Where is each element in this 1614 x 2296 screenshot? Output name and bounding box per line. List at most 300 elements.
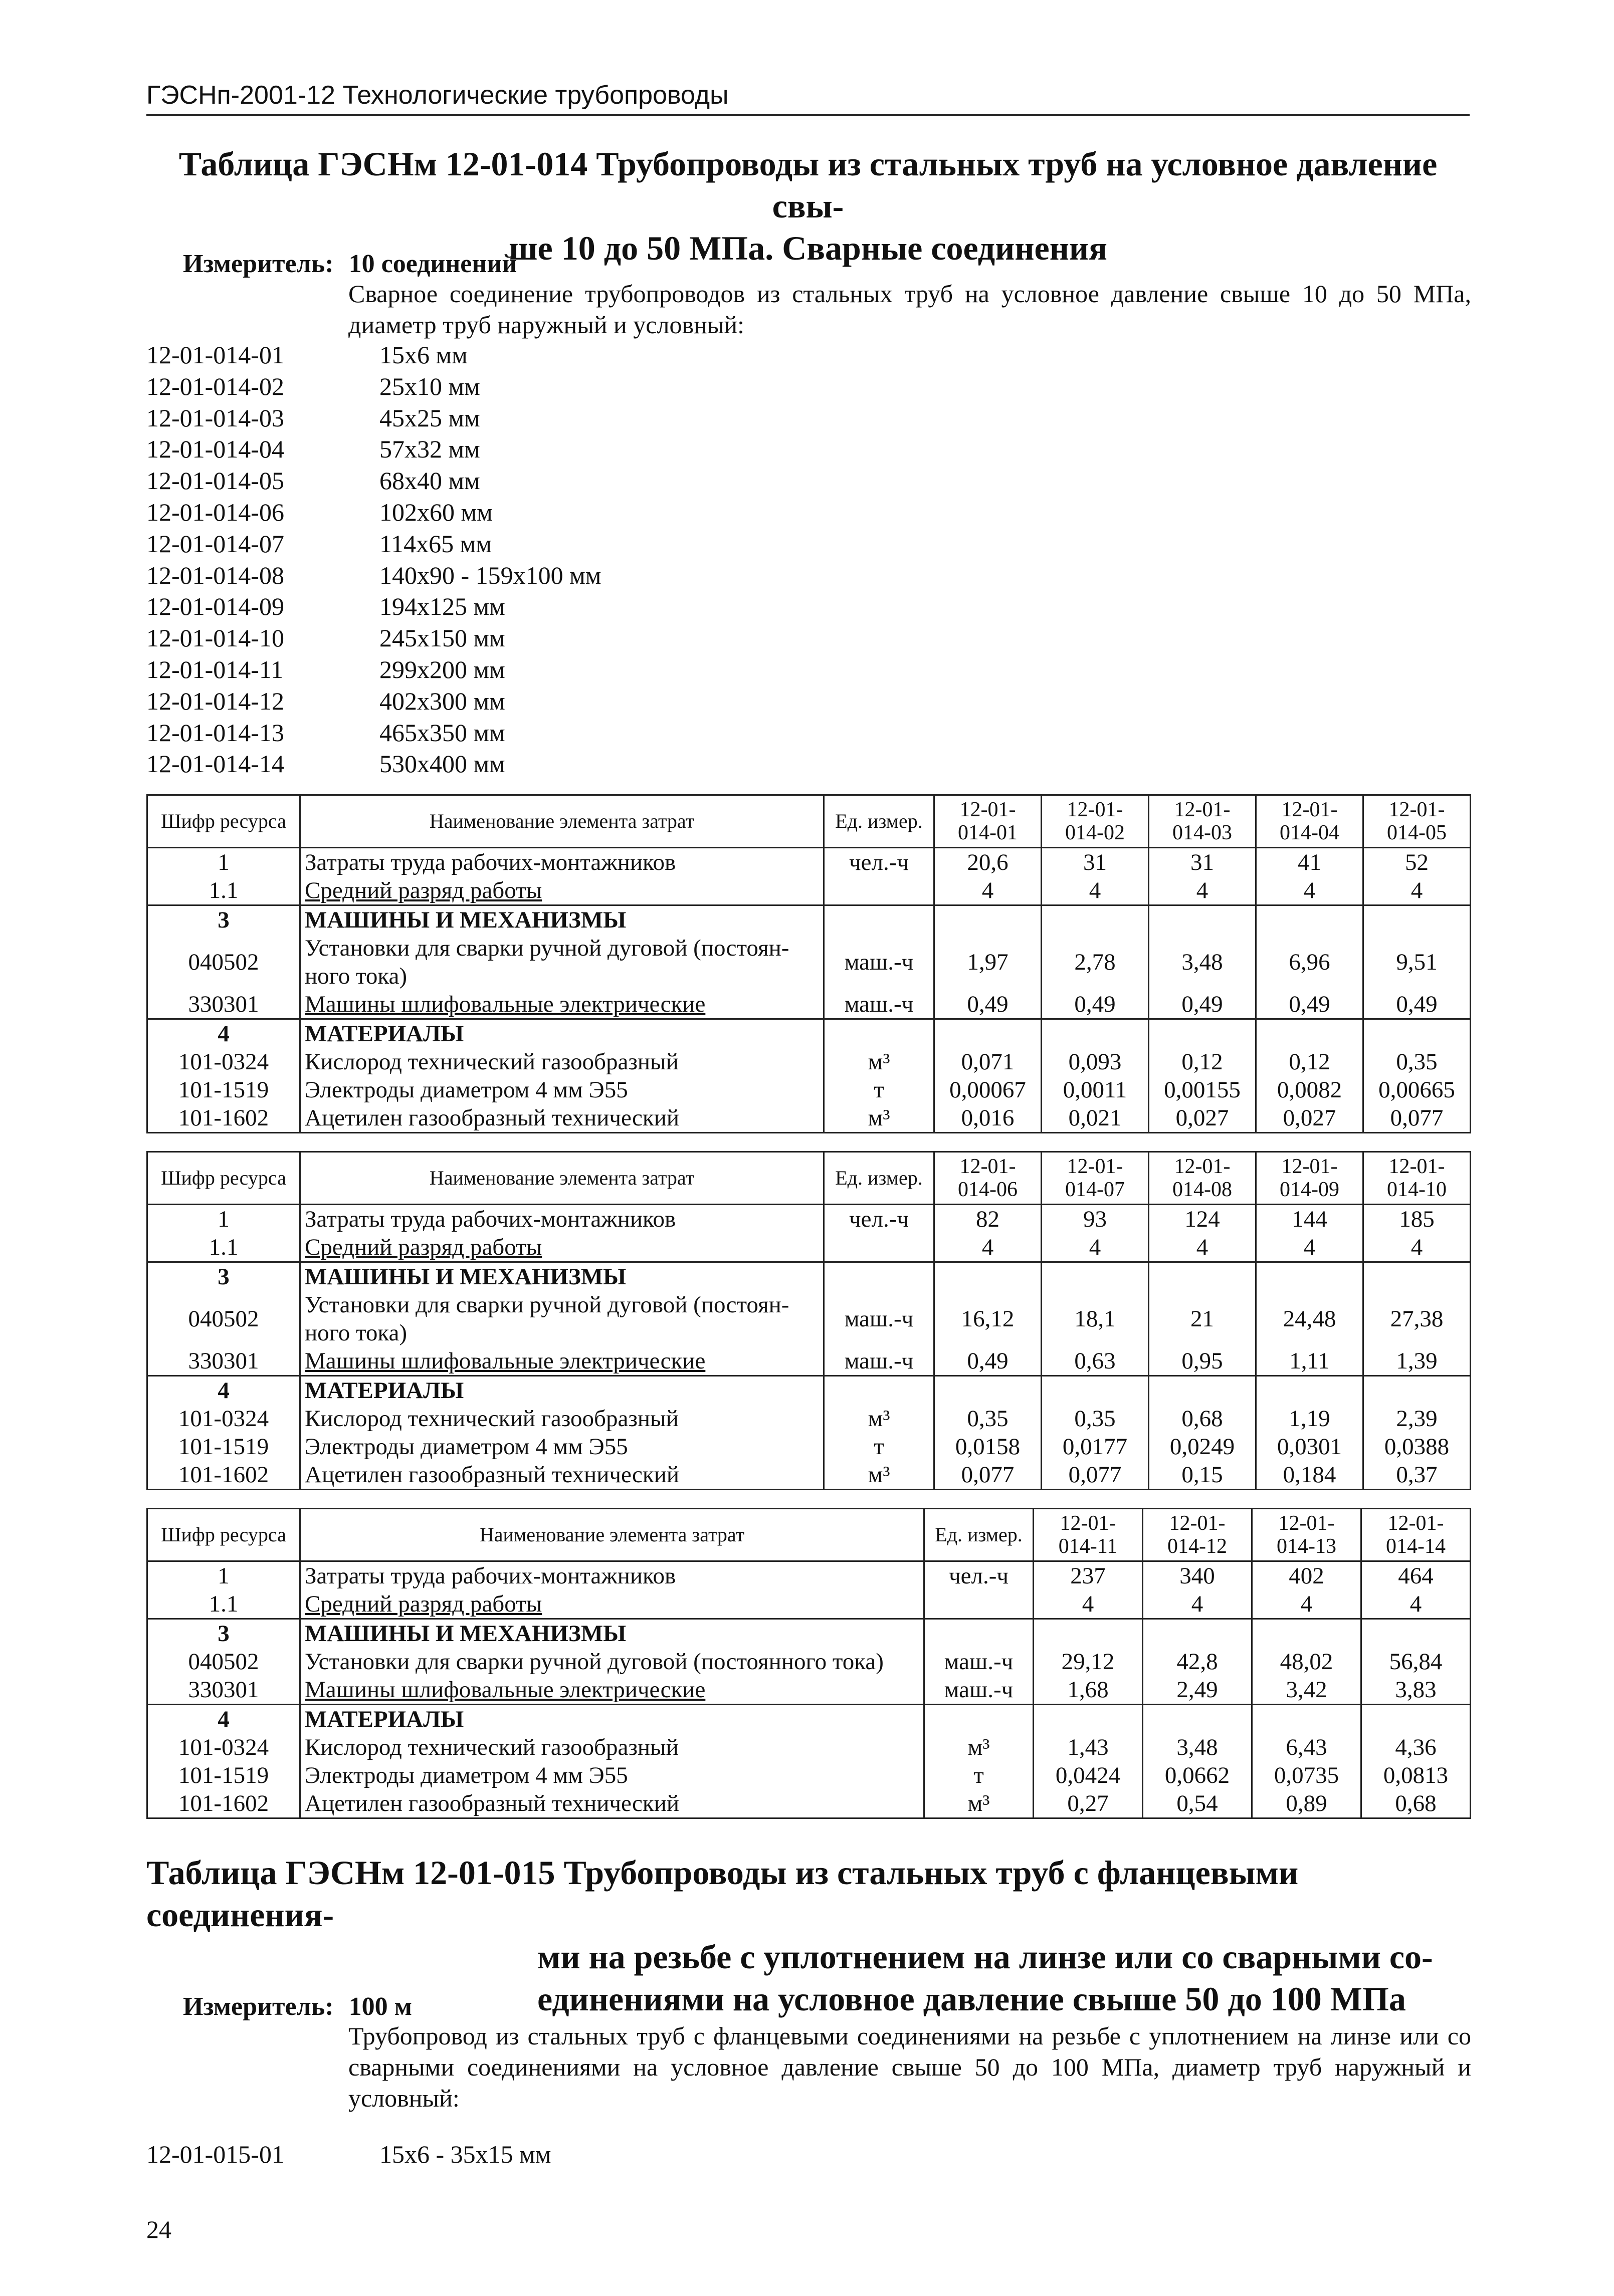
norm-code-part: 12-01- bbox=[1388, 1155, 1445, 1178]
norm-value: 0,0082 bbox=[1256, 1076, 1363, 1104]
norm-value: 0,00155 bbox=[1149, 1076, 1256, 1104]
norm-value: 6,96 bbox=[1256, 934, 1363, 990]
norm-value: 4 bbox=[1363, 1233, 1471, 1262]
norm-value: 0,077 bbox=[934, 1461, 1042, 1490]
item-desc: 15х6 мм bbox=[379, 341, 468, 369]
resource-code: 040502 bbox=[147, 1291, 300, 1347]
norm-code-part: 014-13 bbox=[1277, 1535, 1336, 1558]
meter bbox=[183, 249, 517, 279]
resource-code: 101-1519 bbox=[147, 1761, 300, 1789]
norm-value: 0,12 bbox=[1256, 1048, 1363, 1076]
table-row bbox=[147, 1205, 1471, 1234]
item-code: 12-01-014-14 bbox=[146, 750, 284, 778]
element-name: Средний разряд работы bbox=[300, 876, 824, 905]
norm-value bbox=[934, 1376, 1042, 1405]
norm-code-part: 014-04 bbox=[1280, 821, 1339, 844]
table-row bbox=[147, 1733, 1471, 1761]
code-list-item bbox=[146, 528, 601, 560]
norm-value: 1,68 bbox=[1034, 1676, 1143, 1705]
norm-value: 9,51 bbox=[1363, 934, 1471, 990]
resource-code: 101-1519 bbox=[147, 1433, 300, 1461]
resource-code: 1 bbox=[147, 848, 300, 877]
element-name-line: Установки для сварки ручной дуговой (постоян- bbox=[305, 1292, 789, 1318]
header-resource-code: Шифр ресурса bbox=[147, 1152, 300, 1205]
table-row bbox=[147, 934, 1471, 990]
header-element-name: Наименование элемента затрат bbox=[300, 795, 824, 848]
norm-value: 0,49 bbox=[1363, 990, 1471, 1019]
table-row bbox=[147, 1648, 1471, 1676]
norm-value bbox=[1256, 905, 1363, 935]
unit: т bbox=[824, 1433, 934, 1461]
norm-code-part: 12-01- bbox=[1174, 1155, 1231, 1178]
norm-value: 0,0011 bbox=[1042, 1076, 1149, 1104]
norm-value: 4,36 bbox=[1361, 1733, 1471, 1761]
element-name bbox=[300, 1291, 824, 1347]
header-norm-code bbox=[934, 795, 1042, 848]
code-list-item bbox=[146, 339, 601, 371]
norm-value: 6,43 bbox=[1252, 1733, 1361, 1761]
unit bbox=[924, 1590, 1034, 1619]
element-name: Машины шлифовальные электрические bbox=[300, 1347, 824, 1376]
table-row bbox=[147, 1676, 1471, 1705]
norm-value: 0,0301 bbox=[1256, 1433, 1363, 1461]
norm-value: 0,0813 bbox=[1361, 1761, 1471, 1789]
header-norm-code bbox=[1363, 795, 1471, 848]
table-row bbox=[147, 1761, 1471, 1789]
norm-value bbox=[1361, 1705, 1471, 1734]
norm-code-part: 014-03 bbox=[1172, 821, 1232, 844]
norm-value bbox=[1042, 1019, 1149, 1048]
table-row bbox=[147, 1076, 1471, 1104]
norm-code-part: 12-01- bbox=[1067, 1155, 1123, 1178]
norm-value: 0,68 bbox=[1149, 1405, 1256, 1433]
norm-value: 0,35 bbox=[934, 1405, 1042, 1433]
norm-value bbox=[1363, 905, 1471, 935]
element-name-line: ного тока) bbox=[305, 1320, 408, 1346]
table-header-row bbox=[147, 795, 1471, 848]
norm-value: 21 bbox=[1149, 1291, 1256, 1347]
item-desc: 140х90 - 159х100 мм bbox=[379, 561, 601, 589]
norm-value: 31 bbox=[1149, 848, 1256, 877]
element-name: Средний разряд работы bbox=[300, 1590, 924, 1619]
norm-value: 0,00067 bbox=[934, 1076, 1042, 1104]
norm-value: 29,12 bbox=[1034, 1648, 1143, 1676]
item-code: 12-01-014-07 bbox=[146, 529, 284, 558]
resource-code: 3 bbox=[147, 1619, 300, 1648]
element-name: Электроды диаметром 4 мм Э55 bbox=[300, 1076, 824, 1104]
element-name: Машины шлифовальные электрические bbox=[300, 1676, 924, 1705]
code-list-item bbox=[146, 622, 601, 654]
item-desc: 45х25 мм bbox=[379, 403, 480, 432]
element-name: МАТЕРИАЛЫ bbox=[300, 1705, 924, 1734]
norm-value: 0,0662 bbox=[1143, 1761, 1252, 1789]
code-list-item bbox=[146, 748, 601, 780]
norm-value: 0,00665 bbox=[1363, 1076, 1471, 1104]
norm-value: 41 bbox=[1256, 848, 1363, 877]
norm-value bbox=[1252, 1705, 1361, 1734]
unit: чел.-ч bbox=[824, 1205, 934, 1234]
table-row bbox=[147, 990, 1471, 1019]
header-norm-code bbox=[1361, 1509, 1471, 1561]
resource-code: 101-1519 bbox=[147, 1076, 300, 1104]
resource-code: 040502 bbox=[147, 934, 300, 990]
norm-code-part: 12-01- bbox=[1060, 1512, 1116, 1535]
norm-value: 0,89 bbox=[1252, 1789, 1361, 1818]
norm-value bbox=[1034, 1705, 1143, 1734]
element-name: Затраты труда рабочих-монтажников bbox=[300, 1205, 824, 1234]
resource-code: 040502 bbox=[147, 1648, 300, 1676]
element-name: Кислород технический газообразный bbox=[300, 1405, 824, 1433]
table-row bbox=[147, 1705, 1471, 1734]
norm-code-part: 12-01- bbox=[1067, 798, 1123, 821]
table-row bbox=[147, 1789, 1471, 1818]
norm-value: 0,184 bbox=[1256, 1461, 1363, 1490]
code-list-item bbox=[146, 560, 601, 591]
element-name: МАТЕРИАЛЫ bbox=[300, 1376, 824, 1405]
unit bbox=[924, 1705, 1034, 1734]
norm-value: 4 bbox=[1252, 1590, 1361, 1619]
norm-value: 0,35 bbox=[1042, 1405, 1149, 1433]
resource-code: 3 bbox=[147, 1262, 300, 1291]
resource-code: 4 bbox=[147, 1376, 300, 1405]
code-list-item bbox=[146, 402, 601, 434]
item-desc: 68х40 мм bbox=[379, 467, 480, 495]
norm-value: 124 bbox=[1149, 1205, 1256, 1234]
header-norm-code bbox=[1256, 795, 1363, 848]
title-line: ше 10 до 50 МПа. Сварные соединения bbox=[509, 229, 1107, 267]
norm-code-part: 014-05 bbox=[1387, 821, 1447, 844]
unit bbox=[924, 1619, 1034, 1648]
element-name: Кислород технический газообразный bbox=[300, 1733, 924, 1761]
resource-code: 330301 bbox=[147, 1676, 300, 1705]
unit: маш.-ч bbox=[924, 1676, 1034, 1705]
unit: м³ bbox=[824, 1461, 934, 1490]
table-row bbox=[147, 1619, 1471, 1648]
element-name: МАШИНЫ И МЕХАНИЗМЫ bbox=[300, 1619, 924, 1648]
table-row bbox=[147, 1376, 1471, 1405]
table-row bbox=[147, 905, 1471, 935]
title-line: Таблица ГЭСНм 12-01-015 Трубопроводы из стальных труб с фланцевыми соединения- bbox=[146, 1854, 1299, 1934]
header-element-name: Наименование элемента затрат bbox=[300, 1509, 924, 1561]
element-name: Ацетилен газообразный технический bbox=[300, 1789, 924, 1818]
header-norm-code bbox=[1042, 1152, 1149, 1205]
norm-value: 2,49 bbox=[1143, 1676, 1252, 1705]
norm-value: 0,49 bbox=[1149, 990, 1256, 1019]
meter-2 bbox=[183, 1992, 412, 2021]
norm-value bbox=[1363, 1019, 1471, 1048]
norm-value: 0,54 bbox=[1143, 1789, 1252, 1818]
norms-table-3 bbox=[146, 1508, 1471, 1819]
element-name: Электроды диаметром 4 мм Э55 bbox=[300, 1761, 924, 1789]
norm-value: 1,39 bbox=[1363, 1347, 1471, 1376]
element-name: Средний разряд работы bbox=[300, 1233, 824, 1262]
item-desc: 57х32 мм bbox=[379, 435, 480, 464]
item-code: 12-01-014-09 bbox=[146, 592, 284, 621]
item-desc: 245х150 мм bbox=[379, 624, 505, 652]
norm-value: 31 bbox=[1042, 848, 1149, 877]
norm-code-part: 014-07 bbox=[1065, 1178, 1125, 1201]
norm-value: 52 bbox=[1363, 848, 1471, 877]
page-number: 24 bbox=[146, 2215, 171, 2243]
item-desc: 530х400 мм bbox=[379, 750, 505, 778]
table-row bbox=[147, 1405, 1471, 1433]
norm-value: 144 bbox=[1256, 1205, 1363, 1234]
norm-value: 4 bbox=[1363, 876, 1471, 905]
norm-value: 0,071 bbox=[934, 1048, 1042, 1076]
norm-value bbox=[1143, 1705, 1252, 1734]
item-desc: 465х350 мм bbox=[379, 718, 505, 747]
norm-code-part: 014-08 bbox=[1172, 1178, 1232, 1201]
norm-value bbox=[934, 1019, 1042, 1048]
item-code: 12-01-014-06 bbox=[146, 498, 284, 526]
unit: т bbox=[824, 1076, 934, 1104]
norm-value: 4 bbox=[1042, 1233, 1149, 1262]
code-list bbox=[146, 339, 601, 780]
norm-code-part: 12-01- bbox=[1388, 798, 1445, 821]
norm-value: 3,48 bbox=[1149, 934, 1256, 990]
item-code: 12-01-014-11 bbox=[146, 655, 284, 683]
header-norm-code bbox=[1149, 795, 1256, 848]
code-list-item bbox=[146, 717, 601, 749]
code-list-2 bbox=[146, 2140, 551, 2169]
norm-code-part: 12-01- bbox=[1281, 798, 1338, 821]
title-line: единениями на условное давление свыше 50 до 100 МПа bbox=[537, 1980, 1406, 2018]
norm-value: 4 bbox=[1143, 1590, 1252, 1619]
norm-code-part: 12-01- bbox=[959, 1155, 1016, 1178]
norm-value: 20,6 bbox=[934, 848, 1042, 877]
item-desc: 299х200 мм bbox=[379, 655, 505, 683]
norm-code-part: 014-01 bbox=[958, 821, 1018, 844]
norm-value: 16,12 bbox=[934, 1291, 1042, 1347]
header-norm-code bbox=[1143, 1509, 1252, 1561]
norm-value bbox=[1042, 1262, 1149, 1291]
norm-code-part: 12-01- bbox=[1278, 1512, 1335, 1535]
norm-value bbox=[934, 905, 1042, 935]
resource-code: 101-0324 bbox=[147, 1048, 300, 1076]
unit: маш.-ч bbox=[824, 1291, 934, 1347]
norm-value: 3,48 bbox=[1143, 1733, 1252, 1761]
table-row bbox=[147, 848, 1471, 877]
item-code: 12-01-014-04 bbox=[146, 435, 284, 464]
norm-code-part: 12-01- bbox=[1387, 1512, 1444, 1535]
element-name: Кислород технический газообразный bbox=[300, 1048, 824, 1076]
norm-value: 0,093 bbox=[1042, 1048, 1149, 1076]
item-code: 12-01-015-01 bbox=[146, 2140, 284, 2168]
unit bbox=[824, 1233, 934, 1262]
norm-value bbox=[1252, 1619, 1361, 1648]
element-name: Ацетилен газообразный технический bbox=[300, 1104, 824, 1133]
resource-code: 4 bbox=[147, 1705, 300, 1734]
element-name: Затраты труда рабочих-монтажников bbox=[300, 1561, 924, 1590]
norm-value: 185 bbox=[1363, 1205, 1471, 1234]
element-name: МАТЕРИАЛЫ bbox=[300, 1019, 824, 1048]
code-list-item bbox=[146, 433, 601, 465]
norm-value: 4 bbox=[934, 1233, 1042, 1262]
norm-code-part: 014-11 bbox=[1058, 1535, 1118, 1558]
unit: м³ bbox=[824, 1405, 934, 1433]
element-name: Ацетилен газообразный технический bbox=[300, 1461, 824, 1490]
norm-code-part: 014-09 bbox=[1280, 1178, 1339, 1201]
norm-value: 1,19 bbox=[1256, 1405, 1363, 1433]
section-description-2: Трубопровод из стальных труб с фланцевыми соединениями на резьбе с уплотнением на линзе или со сварными соединениями на условное давление свыше 50 до 100 МПа, диаметр труб наружный и условный: bbox=[348, 2022, 1471, 2112]
norm-value: 4 bbox=[1149, 876, 1256, 905]
norm-value: 82 bbox=[934, 1205, 1042, 1234]
section-description: Сварное соединение трубопроводов из стальных труб на условное давление свыше 10 до 50 МПа, диаметр труб наружный и условный: bbox=[348, 280, 1471, 339]
item-code: 12-01-014-08 bbox=[146, 561, 284, 589]
norm-code-part: 014-14 bbox=[1386, 1535, 1446, 1558]
header-resource-code: Шифр ресурса bbox=[147, 1509, 300, 1561]
norm-value bbox=[1256, 1262, 1363, 1291]
item-code: 12-01-014-10 bbox=[146, 624, 284, 652]
resource-code: 1 bbox=[147, 1561, 300, 1590]
resource-code: 4 bbox=[147, 1019, 300, 1048]
norm-value: 0,49 bbox=[1042, 990, 1149, 1019]
element-name bbox=[300, 934, 824, 990]
table-row bbox=[147, 1262, 1471, 1291]
norm-code-part: 12-01- bbox=[1281, 1155, 1338, 1178]
unit: м³ bbox=[924, 1789, 1034, 1818]
item-desc: 15х6 - 35х15 мм bbox=[379, 2140, 551, 2168]
norm-value: 4 bbox=[1256, 876, 1363, 905]
header-norm-code bbox=[1252, 1509, 1361, 1561]
meter-value: 100 м bbox=[348, 1992, 413, 2021]
table-row bbox=[147, 876, 1471, 905]
norm-value: 0,077 bbox=[1042, 1461, 1149, 1490]
norm-value: 0,35 bbox=[1363, 1048, 1471, 1076]
table-row bbox=[147, 1291, 1471, 1347]
element-name: МАШИНЫ И МЕХАНИЗМЫ bbox=[300, 905, 824, 935]
resource-code: 330301 bbox=[147, 990, 300, 1019]
norms-table-2 bbox=[146, 1151, 1471, 1490]
code-list-item bbox=[146, 685, 601, 717]
resource-code: 101-1602 bbox=[147, 1461, 300, 1490]
norm-value: 0,27 bbox=[1034, 1789, 1143, 1818]
unit: маш.-ч bbox=[824, 1347, 934, 1376]
norm-value bbox=[1363, 1262, 1471, 1291]
unit: маш.-ч bbox=[824, 934, 934, 990]
element-name-line: Установки для сварки ручной дуговой (постоян- bbox=[305, 935, 789, 961]
norm-value: 93 bbox=[1042, 1205, 1149, 1234]
resource-code: 101-1602 bbox=[147, 1104, 300, 1133]
item-code: 12-01-014-12 bbox=[146, 686, 284, 715]
item-code: 12-01-014-05 bbox=[146, 467, 284, 495]
norm-value: 464 bbox=[1361, 1561, 1471, 1590]
header-resource-code: Шифр ресурса bbox=[147, 795, 300, 848]
norm-value: 18,1 bbox=[1042, 1291, 1149, 1347]
norm-value: 3,83 bbox=[1361, 1676, 1471, 1705]
norm-value: 2,78 bbox=[1042, 934, 1149, 990]
norm-value: 1,11 bbox=[1256, 1347, 1363, 1376]
norm-value: 402 bbox=[1252, 1561, 1361, 1590]
code-list-item bbox=[146, 371, 601, 402]
header-norm-code bbox=[1149, 1152, 1256, 1205]
unit bbox=[824, 905, 934, 935]
element-name: МАШИНЫ И МЕХАНИЗМЫ bbox=[300, 1262, 824, 1291]
code-list-item bbox=[146, 591, 601, 622]
norm-value: 0,077 bbox=[1363, 1104, 1471, 1133]
item-desc: 402х300 мм bbox=[379, 686, 505, 715]
norm-value: 24,48 bbox=[1256, 1291, 1363, 1347]
resource-code: 330301 bbox=[147, 1347, 300, 1376]
norm-value bbox=[1042, 1376, 1149, 1405]
norm-code-part: 12-01- bbox=[959, 798, 1016, 821]
meter-value: 10 соединений bbox=[348, 250, 517, 278]
unit: м³ bbox=[824, 1048, 934, 1076]
unit bbox=[824, 1376, 934, 1405]
table-row bbox=[147, 1233, 1471, 1262]
norm-value: 237 bbox=[1034, 1561, 1143, 1590]
norm-value: 0,12 bbox=[1149, 1048, 1256, 1076]
unit bbox=[824, 1262, 934, 1291]
table-row bbox=[147, 1019, 1471, 1048]
unit: т bbox=[924, 1761, 1034, 1789]
unit: м³ bbox=[824, 1104, 934, 1133]
norm-value: 0,49 bbox=[934, 1347, 1042, 1376]
norm-value: 4 bbox=[1361, 1590, 1471, 1619]
norm-value bbox=[1363, 1376, 1471, 1405]
norm-value: 0,0735 bbox=[1252, 1761, 1361, 1789]
table-row bbox=[147, 1347, 1471, 1376]
resource-code: 3 bbox=[147, 905, 300, 935]
unit: м³ bbox=[924, 1733, 1034, 1761]
table-row bbox=[147, 1048, 1471, 1076]
norm-value: 0,016 bbox=[934, 1104, 1042, 1133]
title-line: Таблица ГЭСНм 12-01-014 Трубопроводы из стальных труб на условное давление свы- bbox=[178, 145, 1438, 225]
table-header-row bbox=[147, 1152, 1471, 1205]
norm-value: 27,38 bbox=[1363, 1291, 1471, 1347]
header-norm-code bbox=[1042, 795, 1149, 848]
norm-value bbox=[1034, 1619, 1143, 1648]
norm-value: 340 bbox=[1143, 1561, 1252, 1590]
norm-code-part: 014-06 bbox=[958, 1178, 1018, 1201]
norm-value: 0,49 bbox=[934, 990, 1042, 1019]
norm-value: 4 bbox=[1034, 1590, 1143, 1619]
item-desc: 25х10 мм bbox=[379, 372, 480, 400]
resource-code: 101-0324 bbox=[147, 1733, 300, 1761]
table-header-row bbox=[147, 1509, 1471, 1561]
norm-value: 0,95 bbox=[1149, 1347, 1256, 1376]
header-norm-code bbox=[1256, 1152, 1363, 1205]
element-name: Затраты труда рабочих-монтажников bbox=[300, 848, 824, 877]
unit: маш.-ч bbox=[924, 1648, 1034, 1676]
meter-label: Измеритель: bbox=[183, 1992, 334, 2021]
unit bbox=[824, 876, 934, 905]
norm-value: 0,0424 bbox=[1034, 1761, 1143, 1789]
header-norm-code bbox=[1034, 1509, 1143, 1561]
norm-value bbox=[1143, 1619, 1252, 1648]
norm-value: 42,8 bbox=[1143, 1648, 1252, 1676]
norm-value: 0,0388 bbox=[1363, 1433, 1471, 1461]
norm-value: 4 bbox=[1256, 1233, 1363, 1262]
item-code: 12-01-014-03 bbox=[146, 403, 284, 432]
unit: маш.-ч bbox=[824, 990, 934, 1019]
norm-value: 56,84 bbox=[1361, 1648, 1471, 1676]
norm-value bbox=[1361, 1619, 1471, 1648]
unit bbox=[824, 1019, 934, 1048]
item-code: 12-01-014-01 bbox=[146, 341, 284, 369]
norm-code-part: 014-10 bbox=[1387, 1178, 1447, 1201]
norm-value: 0,37 bbox=[1363, 1461, 1471, 1490]
norm-value: 4 bbox=[1149, 1233, 1256, 1262]
running-header: ГЭСНп-2001-12 Технологические трубопроводы bbox=[146, 80, 1470, 116]
norm-value: 1,43 bbox=[1034, 1733, 1143, 1761]
norm-value bbox=[1149, 1019, 1256, 1048]
item-code: 12-01-014-02 bbox=[146, 372, 284, 400]
norm-value: 4 bbox=[934, 876, 1042, 905]
norm-value: 0,49 bbox=[1256, 990, 1363, 1019]
norm-value: 0,021 bbox=[1042, 1104, 1149, 1133]
norm-value: 3,42 bbox=[1252, 1676, 1361, 1705]
